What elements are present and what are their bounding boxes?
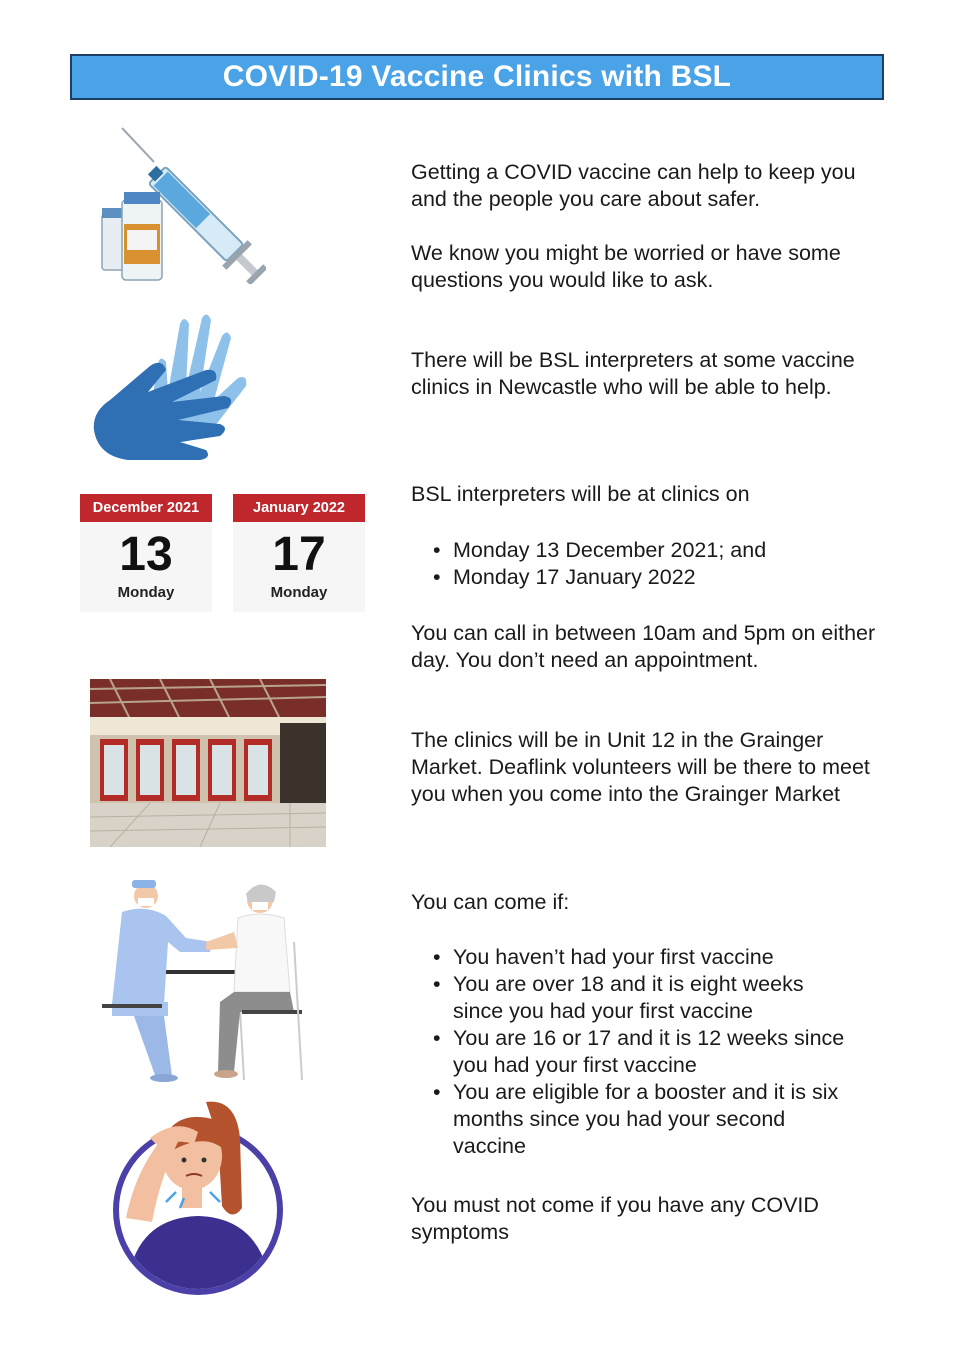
eligibility-list <box>411 944 881 1160</box>
calendar-december <box>80 494 212 612</box>
warning-paragraph: You must not come if you have any COVID symptoms <box>411 1193 819 1244</box>
calendar-date: 17 <box>272 528 326 581</box>
bsl-hands-illustration <box>88 304 268 464</box>
dates-intro: BSL interpreters will be at clinics on <box>411 482 750 506</box>
calendar-month: January 2022 <box>233 494 365 522</box>
intro-paragraph-1: Getting a COVID vaccine can help to keep you and the people you care about safer. <box>411 160 856 211</box>
calendar-january <box>233 494 365 612</box>
dates-list <box>411 537 881 591</box>
vaccine-syringe-illustration <box>96 124 266 284</box>
list-item: • Monday 13 December 2021; and <box>411 537 881 564</box>
unwell-person-illustration <box>106 1098 286 1298</box>
calendar-date: 13 <box>119 528 173 581</box>
list-item: • You haven’t had your first vaccine <box>411 944 851 971</box>
page-title-banner <box>70 54 884 100</box>
location-paragraph: The clinics will be in Unit 12 in the Grainger Market. Deaflink volunteers will be there to meet you when you come into the Grainger Market <box>411 728 870 806</box>
interpreters-paragraph: There will be BSL interpreters at some vaccine clinics in Newcastle who will be able to help. <box>411 348 855 399</box>
times-paragraph: You can call in between 10am and 5pm on either day. You don’t need an appointment. <box>411 621 876 672</box>
page-title: COVID-19 Vaccine Clinics with BSL <box>222 60 732 93</box>
list-item: • You are 16 or 17 and it is 12 weeks since you had your first vaccine <box>411 1025 851 1079</box>
grainger-market-photo <box>90 679 326 847</box>
intro-paragraph-2: We know you might be worried or have some questions you would like to ask. <box>411 241 841 292</box>
eligibility-intro: You can come if: <box>411 890 570 914</box>
vaccination-scene-illustration <box>94 872 310 1084</box>
list-item: • You are eligible for a booster and it is six months since you had your second vaccine <box>411 1079 851 1160</box>
list-item: • Monday 17 January 2022 <box>411 564 881 591</box>
calendar-month: December 2021 <box>80 494 212 522</box>
list-item: • You are over 18 and it is eight weeks since you had your first vaccine <box>411 971 851 1025</box>
calendar-weekday: Monday <box>117 584 175 601</box>
calendar-weekday: Monday <box>270 584 328 601</box>
